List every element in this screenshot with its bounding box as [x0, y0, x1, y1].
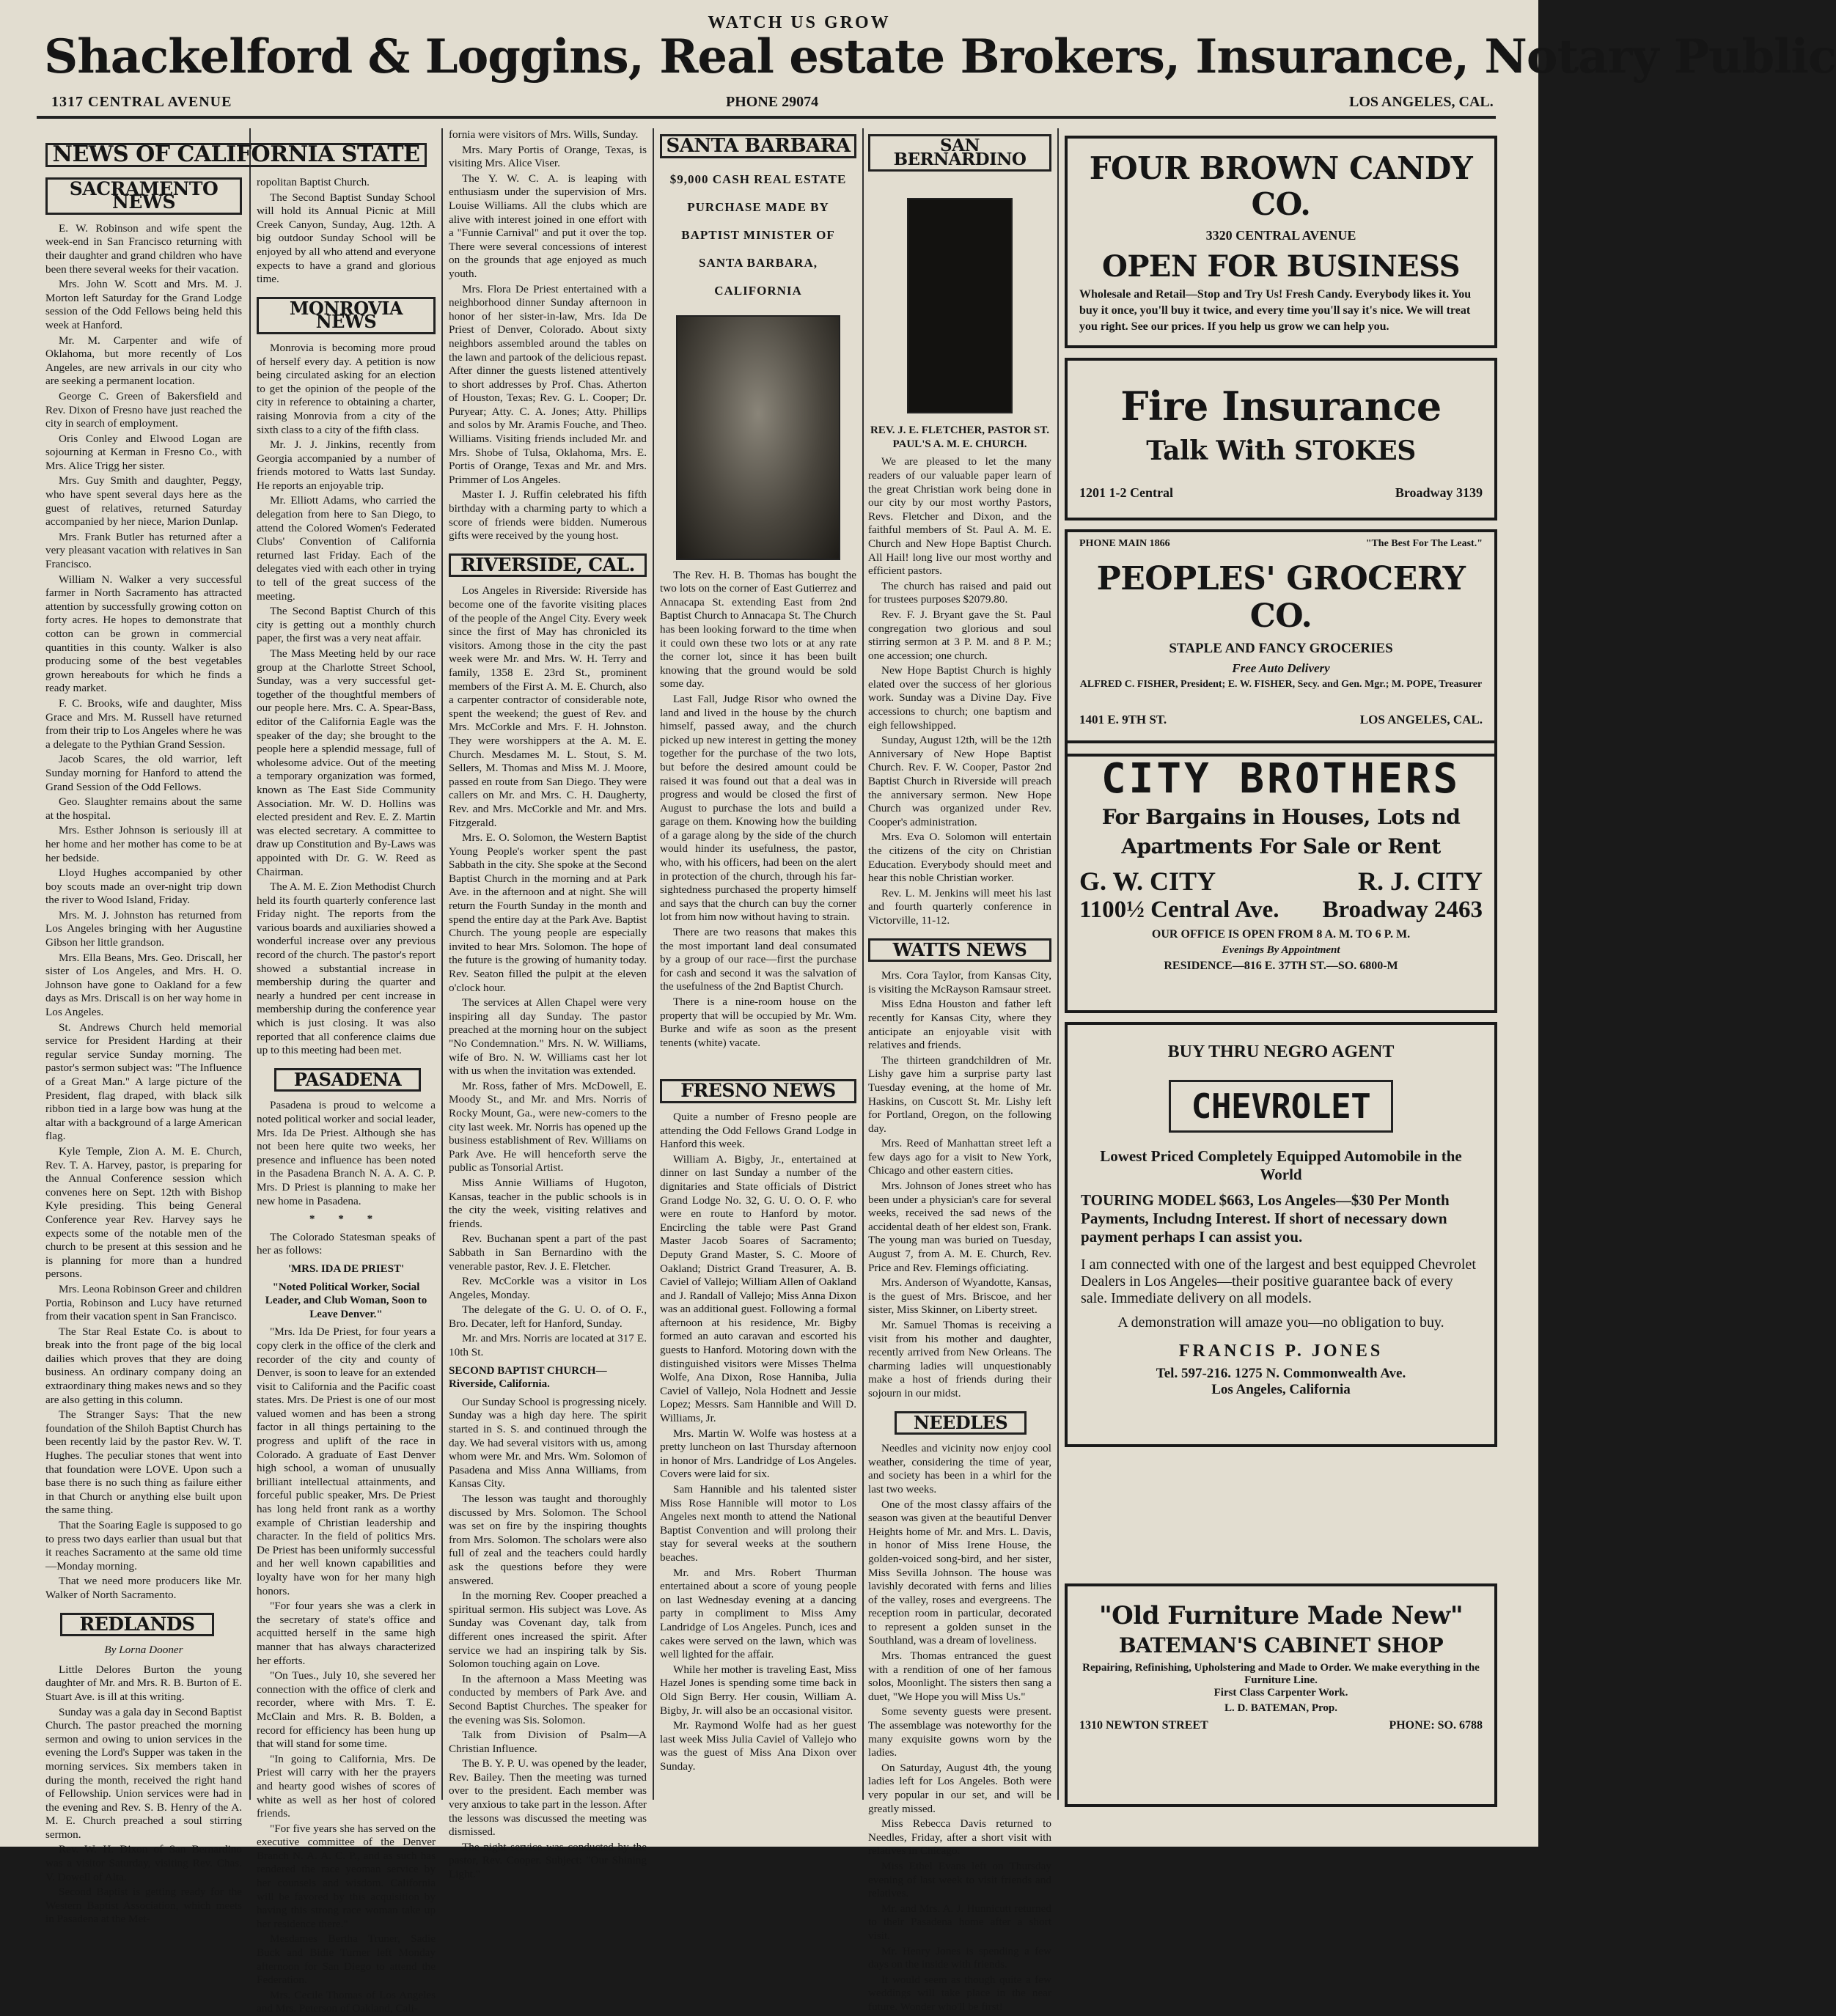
portrait-photo-thomas [676, 315, 840, 560]
article-paragraph: E. W. Robinson and wife spent the week-end in San Francisco returning with their daughter and grand children who have been there several weeks for their vacation. [45, 221, 242, 276]
article-paragraph: The Second Baptist Sunday School will hold its Annual Picnic at Mill Creek Canyon, Sunday, Aug. 12th. A big outdoor Sunday School will be enjoyed by all who attend and everyone expects to have a grand and glorious time. [257, 191, 436, 286]
article-paragraph: Los Angeles in Riverside: Riverside has become one of the favorite visiting places of the people of the Angel City. Every week since the first of May has chronicled its visitors. Among those in the city the past week were Mr. and Mrs. W. H. Terry and family, 1358 E. 23rd St., prominent members of the First A. M. E. Church, also a carpenter contractor of considerable note, spent the weekend; the guest of Rev. and Mrs. McCorkle and Mrs. F. H. Johnston. They were worshippers at the A. M. E. Church. Mesdames M. L. Stout, S. M. Sellers, M. Thomas and Miss M. J. Moore, passed en route from San Diego. They were callers on Mr. and Mrs. C. H. Daugherty, Rev. and Mrs. McCorkle and Mr. and Mrs. Fitzgerald. [449, 584, 647, 829]
article-paragraph: Mrs. Martin W. Wolfe was hostess at a pretty luncheon on last Thursday afternoon in honor of Mrs. Landridge of Los Angeles. Covers were laid for six. [660, 1427, 856, 1481]
column-rule [441, 128, 443, 1800]
article-paragraph: Some seventy guests were present. The assemblage was noteworthy for the many exquisite gowns worn by the ladies. [868, 1705, 1051, 1759]
article-paragraph: Mr. Henry Jones is spending a few days on the inside with friends. [868, 1944, 1051, 1971]
furniture-name: BATEMAN'S CABINET SHOP [1118, 1633, 1444, 1658]
article-paragraph: Mrs. Eva O. Solomon will entertain the citizens of the city on Christian Education. Everybody should meet and hear this noble Christian worker. [868, 831, 1051, 885]
chevrolet-line4: A demonstration will amaze you—no obligation to buy. [1117, 1314, 1444, 1331]
article-paragraph: Mrs. Mary Portis of Orange, Texas, is visiting Mrs. Alice Viser. [449, 143, 647, 170]
chevrolet-brand: CHEVROLET [1169, 1080, 1393, 1133]
grocery-officers: ALFRED C. FISHER, President; E. W. FISHER, Secy. and Gen. Mgr.; M. POPE, Treasurer [1079, 679, 1483, 690]
article-paragraph: Mrs. E. O. Solomon, the Western Baptist Young People's worker spent the past Sabbath in the city. She spoke at the Second Baptist Church in the morning and at Park Ave. in the afternoon and at night. She will return the Fourth Sunday in the month and spend the entire day at the Park Ave. Baptist Church. The young people are especially invited to hear Mrs. Solomon. The hope of the future is the growing of humanity today. Rev. Seaton filled the pulpit at the eleven o'clock hour. [449, 831, 647, 994]
article-paragraph: Mr. J. J. Jinkins, recently from Georgia accompanied by a number of friends motored to Watts last Sunday. He reports an enjoyable trip. [257, 438, 436, 492]
second-baptist-heading: SECOND BAPTIST CHURCH— Riverside, California. [449, 1364, 607, 1391]
article-paragraph: The Star Real Estate Co. is about to break into the front page of the big local dailies which proves that they are doing business. An ordinary company doing an extraordinary thing makes news and so they are also getting in this column. [45, 1325, 242, 1406]
grocery-phone: PHONE MAIN 1866 [1079, 538, 1170, 549]
chevrolet-top: BUY THRU NEGRO AGENT [1167, 1042, 1395, 1062]
article-paragraph: Miss Ethel Evans left on Thursday evening of last week to visit friends and relatives. [868, 1859, 1051, 1900]
banner-city: LOS ANGELES, CAL. [1349, 94, 1494, 110]
chevrolet-agent: FRANCIS P. JONES [1178, 1342, 1384, 1361]
article-paragraph: George C. Green of Bakersfield and Rev. Dixon of Fresno have just reached the city in search of employment. [45, 389, 242, 430]
quote-title: 'MRS. IDA DE PRIEST' [287, 1262, 405, 1275]
article-paragraph: There is a nine-room house on the property that will be occupied by Mr. Wm. Burke and wife as soon as the present tenents (white) vacate. [660, 996, 856, 1049]
santa-barbara-subhead: $9,000 CASH REAL ESTATE PURCHASE MADE BY BAPTIST MINISTER OF SANTA BARBARA, CALIFORNIA [669, 172, 847, 298]
article-paragraph: F. C. Brooks, wife and daughter, Miss Grace and Mrs. M. Russell have returned from their trip to Los Angeles where he was a delegate to the Pythian Grand Session. [45, 696, 242, 751]
article-paragraph: William N. Walker a very successful farmer in North Sacramento has attracted attention by successfully growing cotton on forty acres. He hopes to demonstrate that cotton can be grown in commercial quantities in this county. Walker is also producing some of the best vegetables grown hereabouts for which he finds a ready market. [45, 573, 242, 695]
furniture-line2: First Class Carpenter Work. [1213, 1687, 1348, 1699]
candy-text: Wholesale and Retail—Stop and Try Us! Fresh Candy. Everybody likes it. You buy it once, you'll buy it twice, and every time you'll say it's nice. We will treat you right. See our prices. If you help us grow we can help you. [1079, 288, 1472, 333]
column-rule [862, 128, 864, 1800]
city-hours: OUR OFFICE IS OPEN FROM 8 A. M. TO 6 P. M. [1151, 928, 1411, 941]
article-paragraph: Mr. and Mrs. Norris are located at 317 E. 10th St. [449, 1332, 647, 1359]
article-paragraph: Lloyd Hughes accompanied by other boy scouts made an over-night trip down the river to Wood Island, Friday. [45, 867, 242, 907]
grocery-city: LOS ANGELES, CAL. [1359, 713, 1483, 726]
article-paragraph: "For four years she was a clerk in the secretary of state's office and acquitted herself in the same high manner that has always characterized her efforts. [257, 1600, 436, 1667]
city-name: CITY BROTHERS [1101, 755, 1461, 803]
grocery-footer [1079, 713, 1483, 727]
grocery-topline [1079, 538, 1483, 550]
article-paragraph: In the morning Rev. Cooper preached a spiritual sermon. His subject was Love. As Sunday was Covenant day, talk from different ones increased the spirit. After service we had an inspiring talk by Sis. Solomon touching again on Love. [449, 1589, 647, 1671]
quote-subtitle: "Noted Political Worker, Social Leader, and Club Woman, Soon to Leave Denver." [265, 1281, 427, 1320]
grocery-line: STAPLE AND FANCY GROCERIES [1169, 641, 1393, 656]
article-paragraph: Mrs. Ella Beans, Mrs. Geo. Driscall, her sister of Los Angeles, and Mrs. H. O. Johnson have gone to Oakland for a few days as Mrs. Driscall is on her way home in Los Angeles. [45, 951, 242, 1019]
furniture-footer [1079, 1719, 1483, 1732]
article-paragraph: Mesdames Bertha Truner, Sadie Buck and Bidie Turner left Monday afternoon for San Diego to attend the Federation. [257, 1932, 436, 1987]
article-paragraph: Quite a number of Fresno people are attending the Odd Fellows Grand Lodge in Hanford this week. [660, 1110, 856, 1151]
article-paragraph: Mr. Elliott Adams, who carried the delegation from here to San Diego, to attend the Colored Women's Federated Clubs' Convention of California returned last Friday. Each of the delegates vied with each other in trying to tell of the great success of the meeting. [257, 494, 436, 603]
redlands-byline: By Lorna Dooner [104, 1644, 183, 1657]
article-paragraph: Mrs. Thomas entranced the guest with a rendition of one of her famous solos, Moonlight. The sisters then sang a duet, "We Hope you will Miss Us." [868, 1649, 1051, 1703]
ad-bateman-cabinet [1065, 1583, 1497, 1807]
fire-title: Fire Insurance [1120, 383, 1442, 430]
column-5 [868, 128, 1051, 2013]
top-rule [37, 116, 1496, 119]
masthead-california-news: NEWS OF CALIFORNIA STATE [45, 143, 427, 167]
column-3 [449, 128, 647, 1881]
grocery-address: 1401 E. 9TH ST. [1079, 713, 1167, 726]
furniture-line1: Repairing, Refinishing, Upholstering and Made to Order. We make everything in the Furniture Line. [1082, 1662, 1480, 1686]
article-paragraph: Mrs. Flora De Priest entertained with a neighborhood dinner Sunday afternoon in honor of her sister-in-law, Mrs. Ida De Priest of Denver, Colorado. About sixty neighbors assembled around the tables on the lawn and partook of the delicious repast. After dinner the guests listened attentively to short addresses by Prof. Chas. Atherton of Houston, Texas; Rev. G. L. Cooper; Dr. Puryear; Atty. C. A. Jones; Atty. Phillips and solos by Mr. Aramis Fouche, and Theo. Williams. Visiting friends included Mr. and Mrs. Shobe of Tulsa, Oklahoma, Mrs. E. Portis of Orange, Texas and Mr. and Mrs. Primmer of Los Angeles. [449, 282, 647, 486]
article-paragraph: The thirteen grandchildren of Mr. Lishy gave him a surprise party last Tuesday evening, at the home of Mr. Haskins, on Cuscott St. Mr. Lishy left for Portland, Oregon, on the following day. [868, 1053, 1051, 1135]
article-paragraph: St. Andrews Church held memorial service for President Harding at their regular service Sunday morning. The pastor's sermon subject was: "The Influence of a Great Man." A large picture of the President, flag draped, with black silk ribbon tied in a large bow was hung at the altar with a background of a large American flag. [45, 1020, 242, 1143]
article-paragraph: Miss Annie Williams of Hugoton, Kansas, teacher in the public schools is in the city the week, visiting relatives and friends. [449, 1176, 647, 1230]
furniture-address: 1310 NEWTON STREET [1079, 1719, 1208, 1732]
article-paragraph: fornia were visitors of Mrs. Wills, Sunday. [449, 128, 639, 141]
portrait-photo-fletcher [907, 198, 1013, 413]
article-paragraph: The A. M. E. Zion Methodist Church held its fourth quarterly conference last Friday night. The reports from the various boards and auxiliaries showed a wonderful increase over any previous record of the church. The pastor's report showed a substantial increase in membership during the quarter and nearly a hundred per cent increase in membership during the conference year which is just closing. It was also reported that all conference claims due up to this meeting had been met. [257, 880, 436, 1057]
city-evenings: Evenings By Appointment [1222, 944, 1340, 956]
fire-phone: Broadway 3139 [1395, 485, 1483, 500]
article-paragraph: Last Fall, Judge Risor who owned the land and lived in the house by the church himself, passed away, and the church picked up new interest in getting the money together for the purchase of the two lots, but before the desired amount could be raised it was found out that a deal was in progress and would be closed the first of August to purchase the lots and build a garage on them. Knowing how the building of a garage along by the side of the church would hinder its usefulness, the pastor, who, with his officers, had been on the alert in protection of the church, through his far-sightedness purchased the property himself and says that the church can buy the corner lot from him now without having to strain. [660, 692, 856, 924]
ad-chevrolet [1065, 1022, 1497, 1447]
ad-fire-insurance [1065, 358, 1497, 520]
ad-four-brown-candy [1065, 136, 1497, 348]
article-paragraph: Rev. L. M. Jenkins will meet his last and fourth quarterly conference in Victorville, 11-12. [868, 886, 1051, 927]
article-paragraph: Mrs. Anderson of Wyandotte, Kansas, is the guest of Mrs. Briscoe, and her sister, Miss Skinner, on Liberty street. [868, 1276, 1051, 1317]
article-paragraph: Talk from Division of Psalm—A Christian Influence. [449, 1729, 647, 1755]
sacramento-news-heading: SACRAMENTO NEWS [45, 177, 242, 215]
article-paragraph: In the afternoon a Mass Meeting was conducted by members of Park Ave. and Second Baptist Churches. The speaker for the evening was Sis. Solomon. [449, 1672, 647, 1726]
grocery-name: PEOPLES' GROCERY CO. [1096, 560, 1466, 635]
article-paragraph: Mrs. Esther Johnson is seriously ill at her home and her mother has come to be at her bedside. [45, 824, 242, 864]
article-paragraph: Mrs. M. J. Johnston has returned from Los Angeles bringing with her Augustine Gibson her little grandson. [45, 908, 242, 949]
article-paragraph: Rev. Buchanan spent a part of the past Sabbath in San Bernardino with the venerable pastor, Rev. J. E. Fletcher. [449, 1232, 647, 1273]
article-paragraph: Our Sunday School is progressing nicely. Sunday was a high day here. The spirit started in S. S. and continued through the day. We had several visitors with us, among whom were Mr. and Mrs. Wm. Solomon of Pasadena and Miss Anna Williams, from Kansas City. [449, 1395, 647, 1490]
article-paragraph: William A. Bigby, Jr., entertained at dinner on last Sunday a number of the dignitaries and State officials of District Grand Lodge No. 32, G. U. O. O. F. who were en route to Hanford by motor. Encircling the table were Past Grand Master Jacob Soares of Sacramento; Deputy Grand Master, S. C. Moore of Oakland; District Grand Treasurer, A. B. Caviel of Vallejo; William Allen of Oakland and J. Randall of Vallejo; Miss Anna Dixon was an additional guest. Following a formal afternoon at his residence, Mr. Bigby formed an auto caravan and escorted his guests to Hanford. Motoring down with the distinguished visitors were Misses Thelma Wolfe, Ana Dixon, Rose Hanniba, Julia Caviel of Vallejo, Nola Hodnett and Jessie Lopez; Messrs. Sam Hannible and Will D. Williams, Jr. [660, 1152, 856, 1425]
article-paragraph: We are pleased to let the many readers of our valuable paper learn of the great Christian work being done in our city by our most worthy Pastors, Revs. Fletcher and Dixon, and the faithful members of St. Paul A. M. E. Church and New Hope Baptist Church. All Hail! long live our most worthy and efficient pastors. [868, 455, 1051, 578]
article-paragraph: The delegate of the G. U. O. of O. F., Bro. Decater, left for Hanford, Sunday. [449, 1303, 647, 1330]
ad-city-brothers [1065, 740, 1497, 1013]
watts-news-heading: WATTS NEWS [868, 938, 1051, 963]
article-paragraph: Mr. Samuel Thomas is receiving a visit from his mother and daughter, recently arrived from New Orleans. The charming ladies will unquestionably make a host of friends during their sojourn in our midst. [868, 1319, 1051, 1399]
column-4 [660, 128, 856, 1807]
column-2 [257, 176, 436, 2015]
furniture-phone: PHONE: SO. 6788 [1389, 1719, 1483, 1732]
fire-address: 1201 1-2 Central [1079, 485, 1173, 500]
article-paragraph: The Stranger Says: That the new foundation of the Shiloh Baptist Church has been recently laid by the pastor Rev. W. T. Hughes. The peculiar stones that went into that foundation were LOVE. Upon such a base there is no such thing as failure either in that Church or anything else built upon the same thing. [45, 1408, 242, 1517]
photo-caption: REV. J. E. FLETCHER, PASTOR ST. PAUL'S A. M. E. CHURCH. [870, 424, 1049, 450]
article-paragraph: The services at Allen Chapel were very inspiring all day Sunday. The pastor preached at the morning hour on the subject "No Condemnation." Mrs. N. W. Williams, wife of Bro. N. W. Williams cast her lot with us when the invitation was extended. [449, 996, 647, 1078]
article-paragraph: Miss Edna Houston and father left recently for Kansas City, where they anticipate an enjoyable visit with relatives and friends. [868, 998, 1051, 1052]
ad-peoples-grocery [1065, 529, 1497, 757]
separator-stars: * * * [309, 1213, 383, 1226]
article-paragraph: The Rev. H. B. Thomas has bought the two lots on the corner of East Gutierrez and Annacapa St. extending East from 2nd Baptist Church to Annacapa St. The Church has been looking forward to the time when it could own these two lots or at any rate the corner lot, since it has been built knowing that the ground would be sold some day. [660, 568, 856, 691]
city-right: R. J. CITY [1357, 867, 1483, 896]
article-paragraph: New Hope Baptist Church is highly elated over the success of her glorious work. Sunday was a Divine Day. Five accessions to church; one baptism and eigh fellowshipped. [868, 664, 1051, 732]
article-paragraph: Kyle Temple, Zion A. M. E. Church, Rev. T. A. Harvey, pastor, is preparing for the Annual Conference session which convenes here on Sept. 12th with Bishop Kyle presiding. This being General Conference year Rev. Harvey says he expects some of the notable men of the church to be present at this session and he is planning for more than a hundred persons. [45, 1144, 242, 1281]
article-paragraph: Sunday, August 12th, will be the 12th Anniversary of New Hope Baptist Church. Rev. F. W. Cooper, Pastor 2nd Baptist Church in Riverside will preach the anniversary sermon. New Hope Church was organized under Rev. Cooper's administration. [868, 734, 1051, 828]
city-address-row [1079, 897, 1483, 924]
san-bernardino-heading: SAN BERNARDINO [868, 134, 1051, 172]
article-paragraph: Geo. Slaughter remains about the same at the hospital. [45, 795, 242, 822]
article-paragraph: The night service was conducted by the pastor, Rev. Cooper. Subject: "Our Shining Light." [449, 1840, 647, 1881]
article-paragraph: Oris Conley and Elwood Logan are sojourning at Kerman in Fresno Co., with Mrs. Alice Trigg her sister. [45, 432, 242, 472]
banner-title: Shackelford & Loggins, Real estate Brokers, Insurance, Notary Public [44, 29, 1836, 84]
article-paragraph: "Mrs. Ida De Priest, for four years a copy clerk in the office of the clerk and recorder of the city and county of Denver, is soon to leave for an extended visit to California and the Pacific coast states. Mrs. De Priest is one of our most valued women and has been a strong factor in all things pertaining to the progress and uplift of the race in Colorado. A graduate of East Denver high school, a woman of unusually brilliant intellectual attainments, and forceful public speaker, Mrs. De Priest has long held front rank as a worthy example of Christian leadership and character. In the field of politics Mrs. De Priest has been uniformly successful and her well known capabilities and loyalty have won for her many high honors. [257, 1325, 436, 1597]
article-paragraph: "On Tues., July 10, she severed her connection with the office of clerk and recorder, where with Mrs. T. E. McClain and Mrs. R. B. Bolden, a record for efficiency has been hung up that will stand for some time. [257, 1669, 436, 1751]
pasadena-heading: PASADENA [274, 1068, 421, 1092]
article-paragraph: Mrs. Johnson of Jones street who has been under a physician's care for several weeks, received the sad news of the accidental death of her eldest son, Frank. The young man was buried on Tuesday, August 7, from A. M. E. Church, Rev. Price and Rev. Flemings officiating. [868, 1180, 1051, 1274]
article-paragraph: That the Soaring Eagle is supposed to go to press two days earlier than usual but that it reaches Sacramento at the same old time—Monday morning. [45, 1519, 242, 1572]
article-paragraph: Sam Hannible and his talented sister Miss Rose Hannible will motor to Los Angeles next month to attend the National Baptist Convention and will prolong their stay for several weeks at the southern beaches. [660, 1483, 856, 1564]
candy-address: 3320 CENTRAL AVENUE [1205, 228, 1356, 243]
city-left: G. W. CITY [1079, 867, 1216, 896]
city-phone: Broadway 2463 [1322, 897, 1483, 923]
article-paragraph: The Y. W. C. A. is leaping with enthusiasm under the supervision of Mrs. Louise Williams. All the clubs which are alive with interest joined in one effort with a "Funnie Carnival" and put it over the top. There were several concessions of interest on the grounds that age enjoyed as much youth. [449, 172, 647, 280]
article-paragraph: Second Baptist is getting ready for the Western Baptist Association, which meets in Pasadena at the Met- [45, 1886, 242, 1926]
column-rule [653, 128, 654, 1800]
article-paragraph: The church has raised and paid out for trustees purposes $2079.80. [868, 579, 1051, 606]
article-paragraph: "In going to California, Mrs. De Priest will carry with her the prayers and hearty good wishes of scores of white as well as her host of colored friends. [257, 1752, 436, 1820]
article-paragraph: Mrs. Leona Robinson Greer and children Portia, Robinson and Lucy have returned from their vacation spent in San Francisco. [45, 1282, 242, 1323]
article-paragraph: The B. Y. P. U. was opened by the leader, Rev. Bailey. Then the meeting was turned over to the president. Each member was very anxious to take part in the lesson. After the lessons was discussed the meeting was dismissed. [449, 1757, 647, 1839]
article-paragraph: ropolitan Baptist Church. [257, 176, 370, 188]
santa-barbara-heading: SANTA BARBARA [660, 134, 856, 158]
article-paragraph: The Second Baptist Church of this city is getting out a monthly church paper, the first was a very neat affair. [257, 605, 436, 645]
grocery-delivery: Free Auto Delivery [1232, 661, 1330, 675]
banner-address: 1317 CENTRAL AVENUE [51, 94, 232, 110]
chevrolet-contact: Tel. 597-216. 1275 N. Commonwealth Ave. [1156, 1366, 1406, 1381]
candy-name: FOUR BROWN CANDY CO. [1089, 150, 1473, 222]
article-paragraph: That we need more producers like Mr. Walker of North Sacramento. [45, 1575, 242, 1601]
article-paragraph: Rev. McCorkle was a visitor in Los Angeles, Monday. [449, 1275, 647, 1301]
article-paragraph: The Colorado Statesman speaks of her as follows: [257, 1230, 436, 1257]
article-paragraph: Mrs. Guy Smith and daughter, Peggy, who have spent several days here as the guest of relatives, returned Saturday accompanied by her niece, Marion Dunlap. [45, 474, 242, 529]
fire-footer [1079, 485, 1483, 501]
article-paragraph: Mr. and Mrs. A. J. Hunnicutt returned to their Pasadena home after a short visit. [868, 1902, 1051, 1942]
article-paragraph: Mrs. Cecile Thomas of Los Angeles and Mrs. Peterson of Oakland, Cali- [257, 1988, 436, 2015]
article-paragraph: Little Delores Burton the young daughter of Mr. and Mrs. R. B. Burton of E. Stuart Ave. is ill at this writing. [45, 1663, 242, 1703]
article-paragraph: Mrs. Cora Taylor, from Kansas City, is visiting the McRayson Ramsaur street. [868, 969, 1051, 996]
article-paragraph: Miss Rebecca Davis returned to Needles, Friday, after a short visit with relatives in Chicago. [868, 1817, 1051, 1858]
article-paragraph: Rev. W. H. Dixon of San Bernardino was a visitor Saturday, visiting Rev. Chas. V. Dowell of Alta. [45, 1843, 242, 1883]
city-residence: RESIDENCE—816 E. 37TH ST.—SO. 6800-M [1164, 960, 1398, 972]
monrovia-news-heading: MONROVIA NEWS [257, 297, 436, 334]
redlands-heading: REDLANDS [60, 1613, 214, 1637]
chevrolet-line2: TOURING MODEL $663, Los Angeles—$30 Per Month Payments, Includng Interest. If short of necessary down payment perhaps I can assist you. [1081, 1191, 1450, 1246]
article-paragraph: One of the most classy affairs of the season was given at the beautiful Denver Heights home of Mr. and Mrs. L. Davis, in honor of Miss Irene House, the golden-voiced song-bird, and her sister, Miss Sevilla Johnson. The house was lavishly decorated with ferns and lilies of the valley, roses and evergreens. The reception room in particular, decorated to represent a golden sunset in the Southland, was a dream of loveliness. [868, 1498, 1051, 1647]
article-paragraph: Master I. J. Ruffin celebrated his fifth birthday with a charming party to which a score of friends were bidden. Numerous gifts were received by the young host. [449, 488, 647, 542]
article-paragraph: Mrs. John W. Scott and Mrs. M. J. Morton left Saturday for the Grand Lodge session of the Odd Fellows being held this week at Hanford. [45, 278, 242, 331]
column-rule [1057, 128, 1059, 1800]
article-paragraph: Rev. F. J. Bryant gave the St. Paul congregation two glorious and soul stirring sermon at 3 P. M. and 8 P. M.; one accession; one church. [868, 608, 1051, 662]
article-paragraph: While her mother is traveling East, Miss Hazel Jones is spending some time back in Old Sign Berry. Her cousin, William A. Bigby, Jr. will also be an occasional visitor. [660, 1663, 856, 1717]
article-paragraph: "For five years she has served on the executive committee of the Denver Branch N. A. A. C. P., and as such has rendered the race yeoman service by her counsels and wisdom. California will be favored by this acquisition by having this strong race woman take up her residence there." [257, 1822, 436, 1930]
column-rule [249, 128, 251, 1800]
redlands-articles [45, 1663, 242, 1927]
city-names-row [1079, 866, 1483, 897]
article-paragraph: Mr. Raymond Wolfe had as her guest last week Miss Julia Caviel of Vallejo who was the guest of Miss Ana Dixon over Sunday. [660, 1719, 856, 1773]
article-paragraph: Jacob Scares, the old warrior, left Sunday morning for Hanford to attend the Grand Session of the Odd Fellows. [45, 753, 242, 793]
banner-phone: PHONE 29074 [726, 94, 819, 110]
article-paragraph: Monrovia is becoming more proud of herself every day. A petition is now being circulated asking for an election to get the opinion of the people of the city in reference to obtaining a charter, raising Monrovia from a city of the sixth class to a city of the fifth class. [257, 341, 436, 436]
chevrolet-line3: I am connected with one of the largest and best equipped Chevrolet Dealers in Los Angeles—their positive guarantee back of every sale. Immediate delivery on all models. [1081, 1257, 1476, 1306]
article-paragraph: Mr. M. Carpenter and wife of Oklahoma, but more recently of Los Angeles, are new arrivals in our city who are seeking a permanent location. [45, 334, 242, 388]
article-paragraph: Pasadena is proud to welcome a noted political worker and social leader, Mrs. Ida De Priest. Although she has not been here quite two weeks, her presence and influence has been noted in the Pasadena Branch N. A. A. C. P. Mrs. D Priest is planning to make her new home in Pasadena. [257, 1099, 436, 1207]
article-paragraph: Mr. and Mrs. Robert Thurman entertained about a score of young people on last Wednesday evening at a dancing party in compliment to Miss Amy Landridge of Los Angeles. Punch, ices and cakes were served on the lawn, which was well lighted for the affair. [660, 1566, 856, 1661]
city-address: 1100½ Central Ave. [1079, 897, 1279, 923]
article-paragraph: Sunday was a gala day in Second Baptist Church. The pastor preached the morning sermon and owing to union services in the evening the Lord's Supper was taken in the morning services. Six members taken in during the month, received the right hand of Fellowship. Union services were had in the evening and Rev. S. B. Henry of the A. M. E. Church preached a soul stirring sermon. [45, 1705, 242, 1841]
sacramento-articles [45, 222, 242, 1603]
needles-heading: NEEDLES [895, 1411, 1027, 1435]
article-paragraph: It would seem as though quite a few weddings will take place in the near future. Wonder who'll be first! [868, 1973, 1051, 2013]
article-paragraph: The lesson was taught and thoroughly discussed by Mrs. Solomon. The School was set on fire by the inspiring thoughts from Mrs. Solomon. The scholars were also full of zeal and the teachers could hardly ask the questions before they were answered. [449, 1493, 647, 1587]
chevrolet-line1: Lowest Priced Completely Equipped Automobile in the World [1100, 1147, 1462, 1183]
article-paragraph: The Mass Meeting held by our race group at the Charlotte Street School, Sunday, was a very successful get-together of the thoughtful members of our people here. Mrs. C. A. Spear-Bass, editor of the California Eagle was the speaker of the day; she brought to the people here a splendid message, full of wholesome advice. Out of the meeting a temporary organization was formed, known as The East Side Community Association. Mr. W. D. Hollins was elected president and Rev. E. Z. Martin was elected secretary. A committee to draw up Constitution and By-Laws was appointed with Dr. G. W. Reed as Chairman. [257, 647, 436, 878]
article-paragraph: Mr. Ross, father of Mrs. McDowell, E. Moody St., and Mr. and Mrs. Norris of Rocky Mount, Ga., were new-comers to the city last week. Mr. Norris has opened up the business establishment of Rev. Williams on Park Ave. He will henceforth serve the public as Tonsorial Artist. [449, 1079, 647, 1174]
fire-tagline: Talk With STOKES [1146, 435, 1416, 466]
article-paragraph: On Saturday, August 4th, the young ladies left for Los Angeles. Both were very popular in our set, and will be greatly missed. [868, 1761, 1051, 1815]
grocery-slogan: "The Best For The Least." [1365, 538, 1483, 549]
article-paragraph: Mrs. Reed of Manhattan street left a few days ago for a visit to New York, Chicago and other eastern cities. [868, 1137, 1051, 1177]
fresno-news-heading: FRESNO NEWS [660, 1079, 856, 1103]
article-paragraph: There are two reasons that makes this the most important land deal consumated by a group of our race—first the purchase for cash and second it was the salvation of the usefulness of the 2nd Baptist Church. [660, 926, 856, 993]
city-line: For Bargains in Houses, Lots nd Apartments For Sale or Rent [1101, 805, 1461, 858]
furniture-title: "Old Furniture Made New" [1098, 1601, 1464, 1630]
furniture-owner: L. D. BATEMAN, Prop. [1224, 1702, 1338, 1714]
chevrolet-city: Los Angeles, California [1211, 1382, 1351, 1397]
riverside-heading: RIVERSIDE, CAL. [449, 553, 647, 578]
article-paragraph: Mrs. Frank Butler has returned after a very pleasant vacation with relatives in San Francisco. [45, 530, 242, 571]
article-paragraph: Needles and vicinity now enjoy cool weather, considering the time of year, and society has been in a whirl for the last two weeks. [868, 1442, 1051, 1496]
candy-headline: OPEN FOR BUSINESS [1101, 249, 1461, 284]
banner-slogan: WATCH US GROW [708, 13, 891, 32]
